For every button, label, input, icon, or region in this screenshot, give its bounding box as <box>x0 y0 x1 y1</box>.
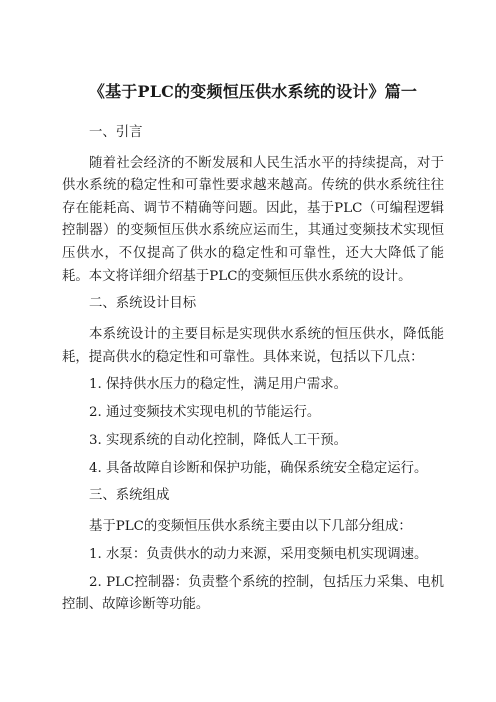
component-item-2: 2. PLC控制器：负责整个系统的控制，包括压力采集、电机控制、故障诊断等功能。 <box>62 574 444 613</box>
goal-item-4: 4. 具备故障自诊断和保护功能，确保系统安全稳定运行。 <box>89 460 428 476</box>
section-heading-composition: 三、系统组成 <box>89 488 170 504</box>
paragraph-goals: 本系统设计的主要目标是实现供水系统的恒压供水，降低能耗，提高供水的稳定性和可靠性。具体来说，包括以下几点： <box>62 326 444 365</box>
paragraph-intro: 随着社会经济的不断发展和人民生活水平的持续提高，对于供水系统的稳定性和可靠性要求越来越高。传统的供水系统往往存在能耗高、调节不精确等问题。因此，基于PLC（可编程逻辑控制器）的变频恒压供水系统应运而生，其通过变频技术实现恒压供水，不仅提高了供水的稳定性和可靠性，还大大降低了能耗。本文将详细介绍基于PLC的变频恒压供水系统的设计。 <box>62 155 444 284</box>
goal-item-2: 2. 通过变频技术实现电机的节能运行。 <box>89 405 321 421</box>
document-title: 《基于PLC的变频恒压供水系统的设计》篇一 <box>88 82 418 101</box>
goal-item-3: 3. 实现系统的自动化控制，降低人工干预。 <box>89 432 348 448</box>
goal-item-1: 1. 保持供水压力的稳定性，满足用户需求。 <box>89 377 348 393</box>
section-heading-goals: 二、系统设计目标 <box>89 296 197 312</box>
section-heading-intro: 一、引言 <box>89 125 143 140</box>
paragraph-composition: 基于PLC的变频恒压供水系统主要由以下几部分组成： <box>89 519 412 535</box>
component-item-1: 1. 水泵：负责供水的动力来源，采用变频电机实现调速。 <box>89 546 428 562</box>
